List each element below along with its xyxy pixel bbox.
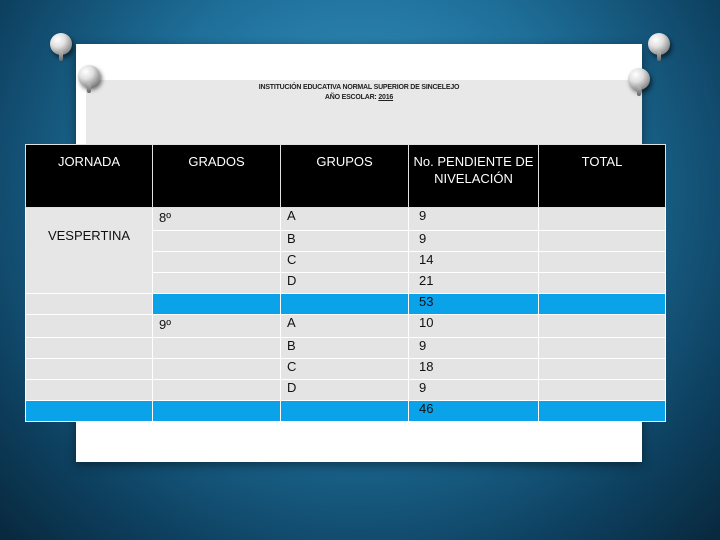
- table-header-row: [26, 145, 666, 208]
- subtotal-cell: 46: [409, 401, 539, 422]
- total-cell: [539, 208, 666, 231]
- col-header-grados: GRADOS: [153, 145, 281, 208]
- jornada-cell: [26, 380, 153, 401]
- total-cell: [539, 359, 666, 380]
- table-row: [26, 380, 666, 401]
- table-row: [26, 359, 666, 380]
- jornada-cell: [26, 338, 153, 359]
- col-header-pendientes: No. PENDIENTE DE NIVELACIÓN: [409, 145, 539, 208]
- grade-cell: [153, 401, 281, 422]
- jornada-cell: VESPERTINA: [26, 208, 153, 294]
- col-header-total: TOTAL: [539, 145, 666, 208]
- group-cell: D: [281, 273, 409, 294]
- school-year-label: AÑO ESCOLAR:: [324, 94, 377, 101]
- total-cell: [539, 294, 666, 315]
- grade-cell: 8º: [153, 208, 281, 231]
- grade-cell: [153, 273, 281, 294]
- jornada-cell: [26, 294, 153, 315]
- count-cell: 10: [409, 315, 539, 338]
- grade-cell: [153, 338, 281, 359]
- pushpin-icon: [50, 33, 72, 55]
- grade-cell: [153, 294, 281, 315]
- school-year-value: 2016: [378, 94, 394, 101]
- leveling-table: [25, 144, 666, 422]
- group-cell: A: [281, 208, 409, 231]
- count-cell: 14: [409, 252, 539, 273]
- subtotal-row: [26, 294, 666, 315]
- total-cell: [539, 252, 666, 273]
- jornada-cell: [26, 359, 153, 380]
- grade-cell: [153, 380, 281, 401]
- total-cell: [539, 380, 666, 401]
- group-cell: [281, 401, 409, 422]
- total-cell: [539, 231, 666, 252]
- count-cell: 9: [409, 231, 539, 252]
- group-cell: B: [281, 338, 409, 359]
- group-cell: A: [281, 315, 409, 338]
- table-row: [26, 208, 666, 231]
- group-cell: C: [281, 359, 409, 380]
- total-cell: [539, 401, 666, 422]
- table-row: [26, 338, 666, 359]
- total-cell: [539, 315, 666, 338]
- col-header-jornada: JORNADA: [26, 145, 153, 208]
- col-header-grupos: GRUPOS: [281, 145, 409, 208]
- pushpin-icon: [648, 33, 670, 55]
- count-cell: 21: [409, 273, 539, 294]
- grade-cell: [153, 231, 281, 252]
- grade-cell: [153, 252, 281, 273]
- count-cell: 18: [409, 359, 539, 380]
- group-cell: C: [281, 252, 409, 273]
- school-year: [76, 94, 642, 101]
- count-cell: 9: [409, 208, 539, 231]
- grade-cell: [153, 359, 281, 380]
- jornada-cell: [26, 315, 153, 338]
- grade-cell: 9º: [153, 315, 281, 338]
- count-cell: 9: [409, 338, 539, 359]
- subtotal-row: [26, 401, 666, 422]
- institution-title: INSTITUCIÓN EDUCATIVA NORMAL SUPERIOR DE SINCELEJO: [258, 84, 460, 91]
- table-row: [26, 315, 666, 338]
- count-cell: 9: [409, 380, 539, 401]
- total-cell: [539, 273, 666, 294]
- group-cell: B: [281, 231, 409, 252]
- jornada-cell: [26, 401, 153, 422]
- group-cell: D: [281, 380, 409, 401]
- subtotal-cell: 53: [409, 294, 539, 315]
- group-cell: [281, 294, 409, 315]
- total-cell: [539, 338, 666, 359]
